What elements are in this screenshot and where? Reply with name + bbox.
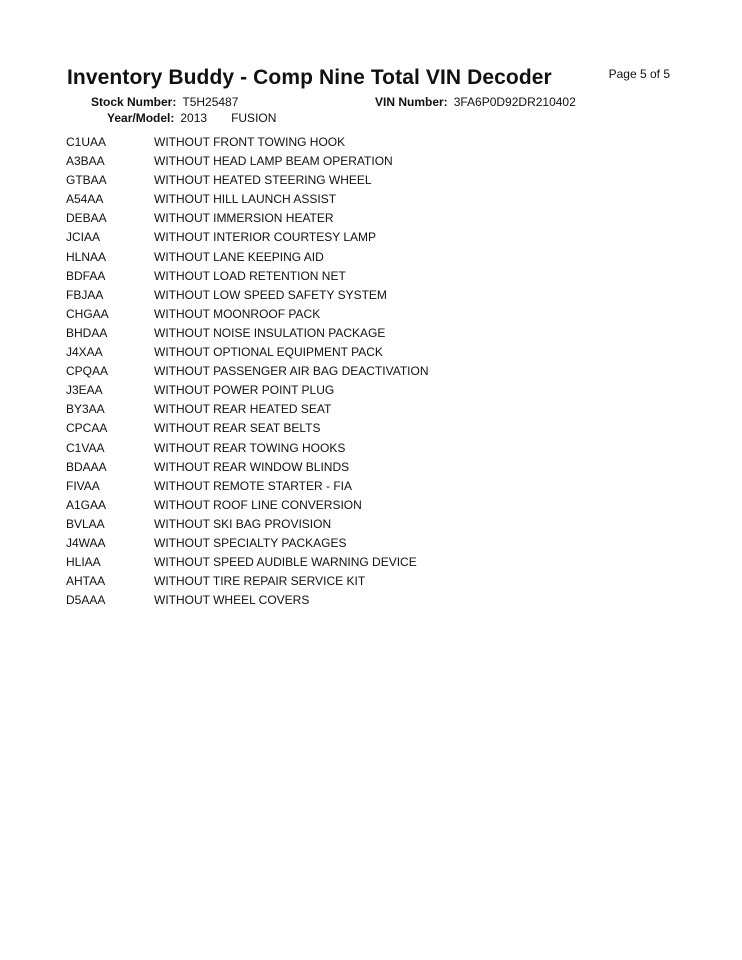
option-row: [66, 343, 686, 362]
option-code: CPQAA: [66, 364, 109, 379]
option-code: DEBAA: [66, 211, 107, 226]
option-row: [66, 496, 686, 515]
stock-number-row: [91, 95, 238, 109]
option-code: FIVAA: [66, 478, 100, 493]
option-row: [66, 267, 686, 286]
option-row: [66, 286, 686, 305]
year-model-row: [107, 111, 276, 125]
option-row: [66, 381, 686, 400]
option-code: J4WAA: [66, 535, 106, 550]
option-code: CHGAA: [66, 306, 109, 321]
option-row: [66, 305, 686, 324]
option-code: BDAAA: [66, 459, 107, 474]
page-number: Page 5 of 5: [608, 67, 670, 81]
option-code: FBJAA: [66, 287, 104, 302]
year-value: 2013: [180, 111, 208, 125]
option-description: WITHOUT MOONROOF PACK: [154, 306, 321, 321]
option-code: AHTAA: [66, 574, 106, 589]
option-description: WITHOUT REAR HEATED SEAT: [154, 402, 332, 417]
option-code: JCIAA: [66, 230, 101, 245]
page-title: Inventory Buddy - Comp Nine Total VIN Decoder: [67, 66, 552, 89]
option-row: [66, 152, 686, 171]
option-code: J3EAA: [66, 383, 103, 398]
option-description: WITHOUT INTERIOR COURTESY LAMP: [154, 230, 377, 245]
option-code: GTBAA: [66, 173, 107, 188]
option-description: WITHOUT HEAD LAMP BEAM OPERATION: [154, 154, 393, 169]
option-row: [66, 362, 686, 381]
options-list: [66, 133, 686, 610]
option-code: CPCAA: [66, 421, 108, 436]
option-row: [66, 400, 686, 419]
option-description: WITHOUT NOISE INSULATION PACKAGE: [154, 325, 386, 340]
option-code: C1UAA: [66, 135, 107, 149]
option-row: [66, 248, 686, 267]
option-description: WITHOUT SPECIALTY PACKAGES: [154, 535, 347, 550]
option-code: A1GAA: [66, 497, 107, 512]
option-description: WITHOUT LANE KEEPING AID: [154, 249, 324, 264]
model-value: FUSION: [231, 111, 277, 125]
option-row: [66, 209, 686, 228]
option-code: C1VAA: [66, 440, 105, 455]
option-row: [66, 171, 686, 190]
option-row: [66, 591, 686, 610]
year-model-label: Year/Model:: [107, 111, 175, 125]
option-description: WITHOUT LOAD RETENTION NET: [154, 268, 346, 283]
option-row: [66, 515, 686, 534]
option-description: WITHOUT SKI BAG PROVISION: [154, 516, 332, 531]
option-code: A54AA: [66, 192, 104, 207]
vin-number-value: 3FA6P0D92DR210402: [453, 95, 576, 109]
option-row: [66, 458, 686, 477]
option-description: WITHOUT ROOF LINE CONVERSION: [154, 497, 362, 512]
option-code: J4XAA: [66, 345, 103, 360]
option-code: HLIAA: [66, 555, 101, 570]
option-description: WITHOUT FRONT TOWING HOOK: [154, 135, 346, 149]
vin-number-row: [375, 95, 576, 109]
option-description: WITHOUT IMMERSION HEATER: [154, 211, 334, 226]
option-description: WITHOUT REAR SEAT BELTS: [154, 421, 321, 436]
option-row: [66, 419, 686, 438]
option-row: [66, 324, 686, 343]
option-description: WITHOUT LOW SPEED SAFETY SYSTEM: [154, 287, 387, 302]
option-row: [66, 228, 686, 247]
option-description: WITHOUT HEATED STEERING WHEEL: [154, 173, 372, 188]
vin-number-label: VIN Number:: [375, 95, 448, 109]
option-row: [66, 133, 686, 152]
option-description: WITHOUT HILL LAUNCH ASSIST: [154, 192, 337, 207]
option-code: D5AAA: [66, 593, 106, 608]
option-code: BY3AA: [66, 402, 105, 417]
option-description: WITHOUT PASSENGER AIR BAG DEACTIVATION: [154, 364, 429, 379]
option-code: HLNAA: [66, 249, 107, 264]
option-description: WITHOUT SPEED AUDIBLE WARNING DEVICE: [154, 555, 417, 570]
stock-number-label: Stock Number:: [91, 95, 177, 109]
option-code: A3BAA: [66, 154, 105, 169]
option-description: WITHOUT REMOTE STARTER - FIA: [154, 478, 352, 493]
option-row: [66, 534, 686, 553]
option-description: WITHOUT REAR TOWING HOOKS: [154, 440, 346, 455]
option-row: [66, 553, 686, 572]
option-code: BHDAA: [66, 325, 108, 340]
option-description: WITHOUT POWER POINT PLUG: [154, 383, 335, 398]
option-description: WITHOUT TIRE REPAIR SERVICE KIT: [154, 574, 366, 589]
stock-number-value: T5H25487: [182, 95, 239, 109]
option-row: [66, 572, 686, 591]
option-code: BVLAA: [66, 516, 105, 531]
option-row: [66, 439, 686, 458]
option-code: BDFAA: [66, 268, 106, 283]
option-description: WITHOUT WHEEL COVERS: [154, 593, 310, 608]
option-row: [66, 477, 686, 496]
option-row: [66, 190, 686, 209]
option-description: WITHOUT OPTIONAL EQUIPMENT PACK: [154, 345, 383, 360]
option-description: WITHOUT REAR WINDOW BLINDS: [154, 459, 350, 474]
